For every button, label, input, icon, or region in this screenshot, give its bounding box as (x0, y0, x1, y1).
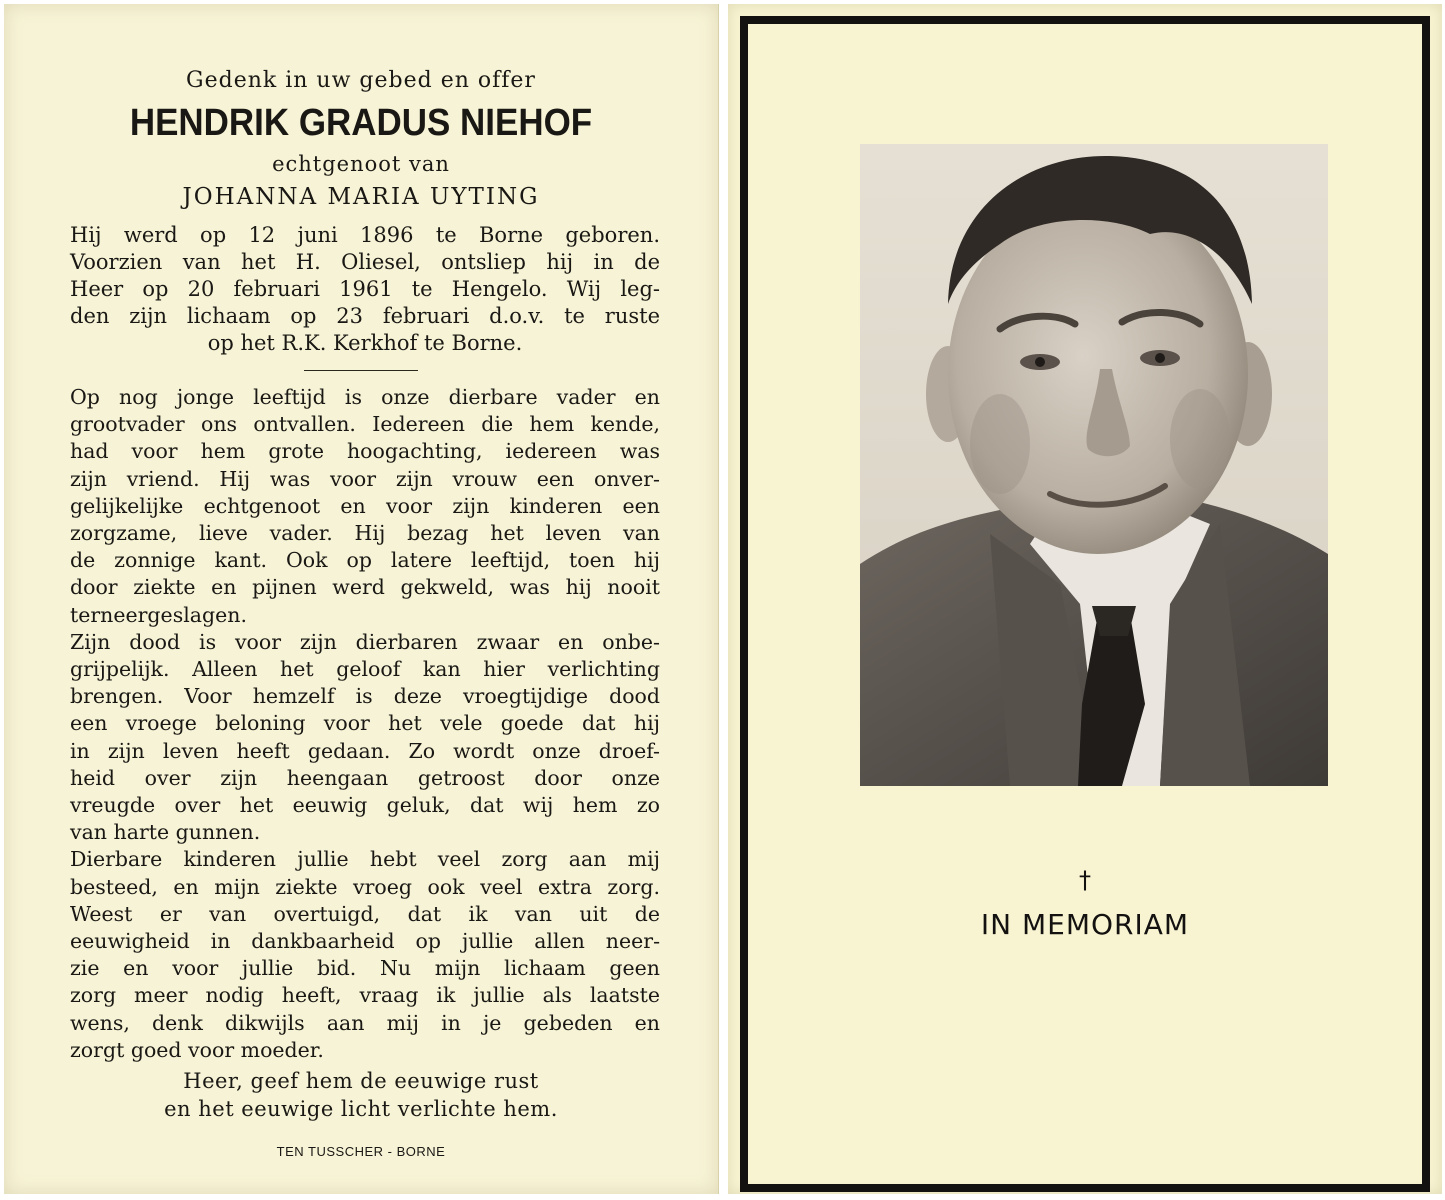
memorial-card-text-side (4, 4, 719, 1194)
text-line: zie en voor jullie bid. Nu mijn lichaam geen (70, 956, 660, 981)
in-memoriam-heading: IN MEMORIAM (980, 908, 1190, 941)
prayer-line: Heer, geef hem de eeuwige rust (183, 1069, 539, 1093)
deceased-name: HENDRIK GRADUS NIEHOF (129, 102, 593, 144)
biography-paragraph (70, 222, 660, 357)
text-line: heid over zijn heengaan getroost door onze (70, 765, 660, 790)
text-line: van harte gunnen. (70, 820, 261, 845)
closing-prayer (4, 1067, 718, 1123)
bio-line: den zijn lichaam op 23 februari d.o.v. te ruste (70, 304, 660, 328)
memorial-card-photo-side (728, 4, 1442, 1194)
portrait-photo (860, 144, 1328, 786)
bio-line: Voorzien van het H. Oliesel, ontsliep hij in de (70, 250, 660, 274)
intro-line: Gedenk in uw gebed en offer (186, 68, 536, 93)
text-line: brengen. Voor hemzelf is deze vroegtijdige dood (70, 684, 660, 709)
divider-line (304, 370, 418, 371)
text-line: gelijkelijke echtgenoot en voor zijn kinderen een (70, 493, 660, 518)
text-line: grijpelijk. Alleen het geloof kan hier verlichting (70, 657, 660, 682)
text-line: zorgzame, lieve vader. Hij bezag het leven van (70, 521, 660, 546)
text-line: Zijn dood is voor zijn dierbaren zwaar en onbe- (70, 629, 660, 654)
text-line: wens, denk dikwijls aan mij in je gebeden en (70, 1010, 660, 1035)
bio-line: Hij werd op 12 juni 1896 te Borne geboren. (70, 223, 660, 247)
memorial-text (70, 384, 660, 1064)
text-line: zijn vriend. Hij was voor zijn vrouw een onver- (70, 466, 660, 491)
bio-line: Heer op 20 februari 1961 te Hengelo. Wij leg- (70, 277, 660, 301)
text-line: besteed, en mijn ziekte vroeg ook veel extra zorg. (70, 874, 660, 899)
portrait-illustration (860, 144, 1328, 786)
text-line: terneergeslagen. (70, 602, 247, 627)
prayer-line: en het eeuwige licht verlichte hem. (164, 1097, 558, 1121)
text-line: had voor hem grote hoogachting, iedereen was (70, 439, 660, 464)
printer-credit: TEN TUSSCHER - BORNE (276, 1144, 446, 1159)
text-line: door ziekte en pijnen werd gekweld, was hij nooit (70, 575, 660, 600)
text-line: een vroege beloning voor het vele goede dat hij (70, 711, 660, 736)
text-line: vreugde over het eeuwig geluk, dat wij hem zo (70, 793, 660, 818)
spouse-name: JOHANNA MARIA UYTING (182, 184, 540, 210)
text-line: de zonnige kant. Ook op latere leeftijd, toen hij (70, 548, 660, 573)
text-line: Weest er van overtuigd, dat ik van uit de (70, 901, 660, 926)
text-line: eeuwigheid in dankbaarheid op jullie allen neer- (70, 929, 660, 954)
text-line: in zijn leven heeft gedaan. Zo wordt onze droef- (70, 738, 660, 763)
text-line: Dierbare kinderen jullie hebt veel zorg aan mij (70, 847, 660, 872)
text-line: Op nog jonge leeftijd is onze dierbare vader en (70, 385, 660, 409)
text-line: zorgt goed voor moeder. (70, 1037, 324, 1062)
cross-symbol: † (1079, 866, 1091, 894)
bio-line: op het R.K. Kerkhof te Borne. (207, 331, 523, 355)
spouse-intro: echtgenoot van (272, 152, 450, 176)
text-line: zorg meer nodig heeft, vraag ik jullie als laatste (70, 983, 660, 1008)
text-line: grootvader ons ontvallen. Iedereen die hem kende, (70, 412, 660, 437)
